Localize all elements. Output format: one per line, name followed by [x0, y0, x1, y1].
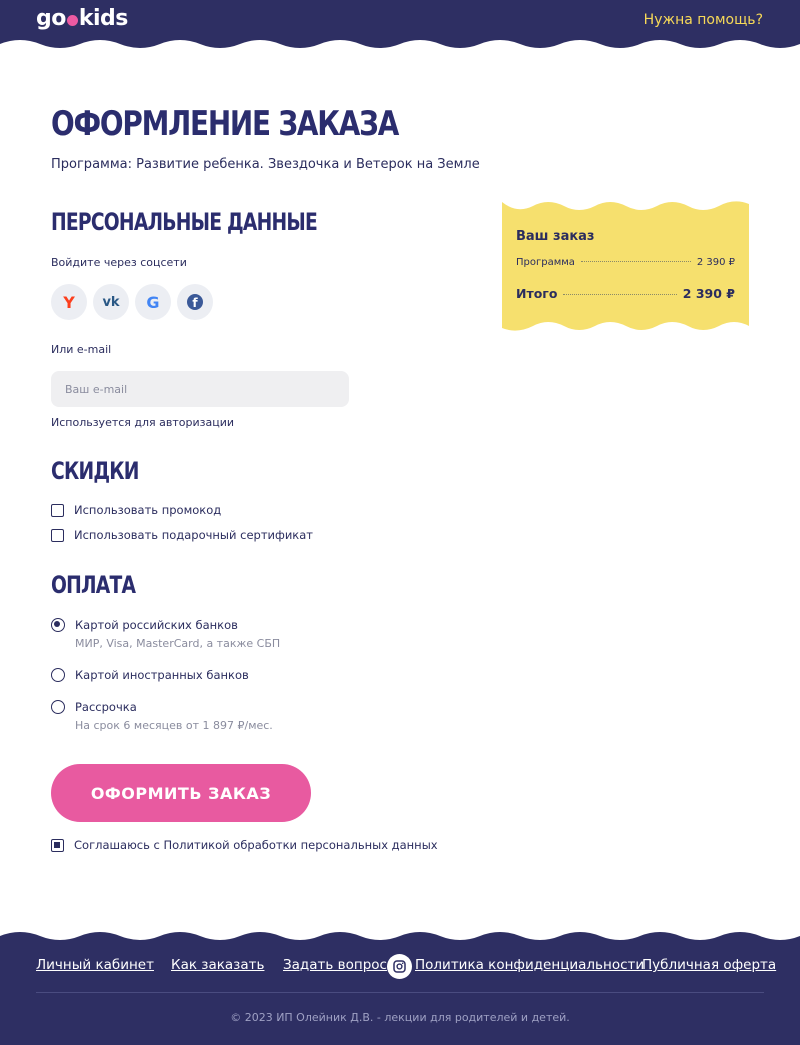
footer-link-account[interactable]: Личный кабинет [36, 957, 154, 973]
payment-label: Картой российских банков [75, 618, 238, 632]
logo-text-kids: kids [78, 6, 128, 31]
certificate-option[interactable] [51, 528, 313, 542]
payment-label: Рассрочка [75, 700, 137, 714]
promo-checkbox[interactable] [51, 504, 64, 517]
yandex-login-button[interactable] [51, 284, 87, 320]
payment-radio-foreign-cards[interactable] [51, 668, 65, 682]
agreement-label: Соглашаюсь с Политикой обработки персональных данных [74, 838, 438, 852]
google-login-button[interactable] [135, 284, 171, 320]
logo-text-go: go [36, 6, 66, 31]
payment-option-russian-cards[interactable] [51, 618, 280, 650]
footer-link-ask-question[interactable]: Задать вопрос [283, 957, 387, 973]
order-program-label: Программа [516, 257, 575, 268]
agreement-option[interactable] [51, 838, 438, 852]
agreement-checkbox[interactable] [51, 839, 64, 852]
personal-data-heading: ПЕРСОНАЛЬНЫЕ ДАННЫЕ [51, 208, 318, 236]
google-icon: G [146, 292, 160, 312]
logo-dot [67, 15, 78, 26]
payment-heading: ОПЛАТА [51, 571, 136, 599]
page-title: ОФОРМЛЕНИЕ ЗАКАЗА [51, 104, 399, 144]
order-program-price: 2 390 ₽ [696, 257, 735, 268]
email-hint: Используется для авторизации [51, 416, 235, 429]
facebook-icon: f [187, 294, 203, 310]
payment-sublabel: МИР, Visa, MasterCard, а также СБП [75, 637, 281, 650]
footer-link-how-to-order[interactable]: Как заказать [171, 957, 265, 973]
program-name: Программа: Развитие ребенка. Звездочка и Ветерок на Земле [51, 157, 480, 172]
payment-option-installment[interactable] [51, 700, 273, 732]
social-login-buttons [51, 284, 213, 320]
vk-icon: vk [102, 294, 120, 310]
order-program-row [516, 257, 735, 268]
email-input[interactable] [51, 371, 349, 407]
order-title: Ваш заказ [516, 229, 595, 244]
site-footer [0, 930, 800, 1045]
copyright: © 2023 ИП Олейник Д.В. - лекции для родителей и детей. [230, 1011, 570, 1024]
certificate-checkbox[interactable] [51, 529, 64, 542]
discounts-heading: СКИДКИ [51, 457, 139, 485]
promo-option[interactable] [51, 503, 221, 517]
dotted-leader [563, 294, 676, 295]
order-summary-card [502, 200, 749, 334]
vk-login-button[interactable] [93, 284, 129, 320]
footer-link-privacy[interactable]: Политика конфиденциальности [415, 957, 645, 973]
order-total-label: Итого [516, 286, 558, 301]
certificate-label: Использовать подарочный сертификат [74, 528, 313, 542]
payment-radio-installment[interactable] [51, 700, 65, 714]
logo[interactable] [36, 6, 128, 31]
footer-divider [36, 992, 764, 993]
footer-wave-background [0, 930, 800, 1045]
dotted-leader [581, 261, 691, 262]
payment-label: Картой иностранных банков [75, 668, 249, 682]
payment-option-foreign-cards[interactable] [51, 668, 249, 682]
payment-sublabel: На срок 6 месяцев от 1 897 ₽/мес. [75, 719, 273, 732]
footer-link-offer[interactable]: Публичная оферта [642, 957, 777, 973]
order-total-price: 2 390 ₽ [682, 286, 735, 301]
payment-radio-russian-cards[interactable] [51, 618, 65, 632]
instagram-icon [393, 960, 406, 973]
facebook-login-button[interactable] [177, 284, 213, 320]
email-label: Или e-mail [51, 343, 112, 356]
promo-label: Использовать промокод [74, 503, 222, 517]
help-link[interactable]: Нужна помощь? [643, 12, 763, 28]
social-login-label: Войдите через соцсети [51, 256, 187, 269]
instagram-button[interactable] [387, 954, 412, 979]
submit-order-button[interactable]: ОФОРМИТЬ ЗАКАЗ [51, 764, 311, 822]
site-header [0, 0, 800, 60]
order-total-row [516, 286, 735, 301]
yandex-icon: Y [63, 292, 75, 312]
